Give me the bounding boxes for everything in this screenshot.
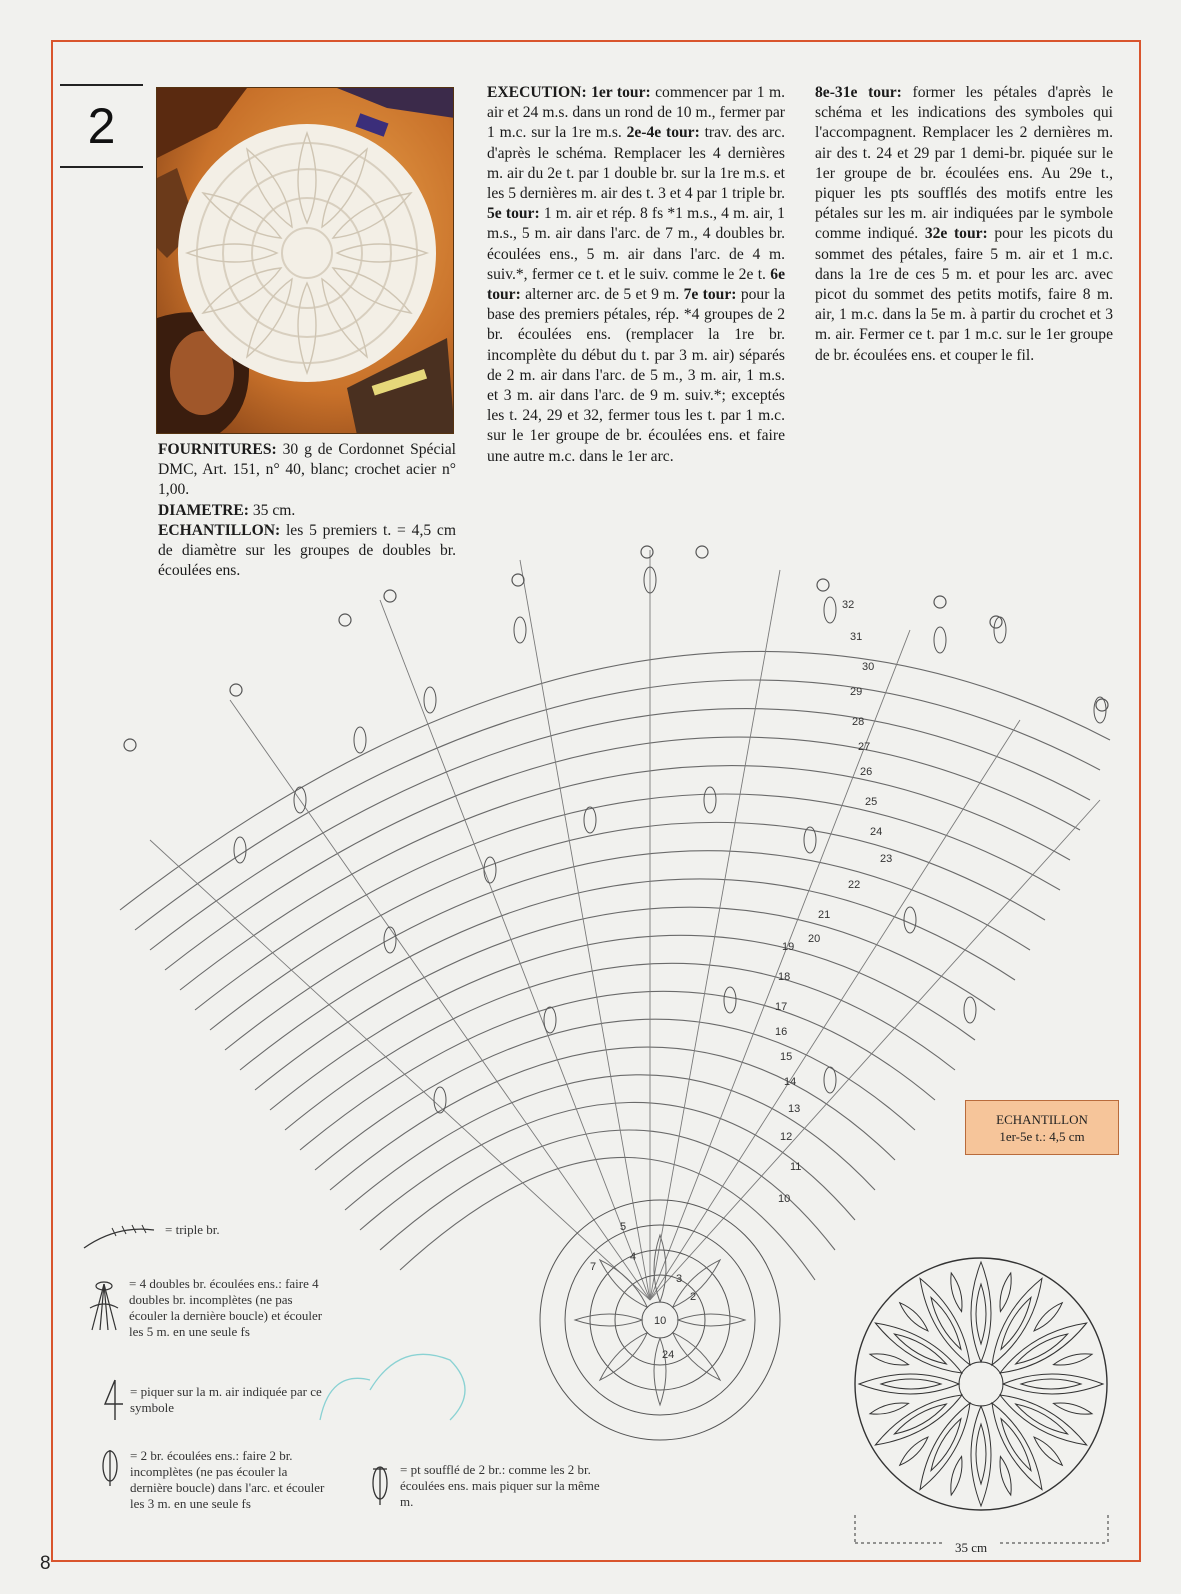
arc-30 [150, 709, 1090, 950]
round-label: 22 [848, 879, 861, 891]
petal-mark [724, 987, 736, 1013]
round-7-label: 7e tour: [683, 286, 737, 304]
echantillon-label: ECHANTILLON: [158, 521, 281, 539]
diametre-label: DIAMETRE: [158, 501, 249, 519]
petal-mark [584, 807, 596, 833]
petal-mark [514, 617, 526, 643]
center-petal [575, 1314, 642, 1326]
doily-photo [156, 87, 454, 434]
arc-14 [400, 1157, 815, 1280]
fournitures-text: 30 g de Cordonnet Spécial DMC, Art. 151, n° 40, blanc; crochet acier n° 1,00. [158, 441, 456, 499]
round-label: 31 [850, 631, 863, 643]
doily-photo-illustration [157, 88, 454, 434]
doily-schematic [850, 1253, 1112, 1515]
legend-cluster-4: = 4 doubles br. écoulées ens.: faire 4 doubles br. incomplètes (ne pas écouler la dernière boucle) et écouler les 5 m. en une seule fs [129, 1276, 323, 1339]
cluster-4-icon [86, 1280, 122, 1336]
pattern-number: 2 [60, 84, 143, 168]
triple-treble-icon [82, 1220, 160, 1252]
round-label: 32 [842, 599, 855, 611]
arc-16 [360, 1102, 855, 1230]
petal-mark [824, 1067, 836, 1093]
arc-19 [315, 1019, 915, 1170]
round-6-text: alterner arc. de 5 et 9 m. [525, 286, 680, 304]
arc-22 [270, 935, 975, 1110]
spoke [380, 600, 650, 1300]
round-1-text: commencer par 1 m. air et 24 m.s. dans un rond de 10 m., fermer par 1 m.c. sur la 1re m.s. [487, 84, 785, 142]
center-label: 4 [630, 1251, 637, 1263]
round-label: 17 [775, 1001, 788, 1013]
petal-mark [544, 1007, 556, 1033]
page-number: 8 [40, 1553, 51, 1574]
fournitures-label: FOURNITURES: [158, 441, 277, 458]
arc-26 [210, 822, 1045, 1030]
round-label: 27 [858, 741, 871, 753]
round-label: 15 [780, 1051, 793, 1063]
echantillon-text: les 5 premiers t. = 4,5 cm de diamètre sur les groupes de doubles br. écoulées ens. [158, 521, 456, 580]
execution-column-1 [487, 83, 785, 467]
sample-box [965, 1100, 1119, 1155]
round-label: 28 [852, 716, 865, 728]
round-label: 30 [862, 661, 875, 673]
picot-mark [696, 546, 708, 558]
round-label: 20 [808, 933, 821, 945]
insert-symbol-icon [103, 1378, 125, 1422]
round-label: 11 [790, 1161, 802, 1173]
arc-23 [255, 907, 995, 1090]
diameter-label: 35 cm [955, 1540, 988, 1555]
center-label: 7 [590, 1261, 597, 1273]
arc-24 [240, 879, 1015, 1070]
round-7-text: pour la base des premiers pétales, rép. *4 groupes de 2 br. écoulées ens. (remplacer la 1re br. incomplète du début du t. par 3 m. air) séparés de 2 m. air dans l'arc. de 5 m., 3 m. air, 1 m.s. et 3 m. air dans l'arc. de 9 m. suiv.*; exceptés les t. 24, 29 et 32, fermer tous les t. par 1 m.c. sur le 1er groupe de br. écoulées ens. et faire une autre m.c. dans le 1er arc. [487, 286, 785, 465]
picot-mark [817, 579, 829, 591]
sample-box-text: 1er-5e t.: 4,5 cm [999, 1129, 1085, 1144]
petal-mark [484, 857, 496, 883]
round-label: 18 [778, 971, 791, 983]
spoke [230, 700, 650, 1300]
round-32-text: pour les picots du sommet des pétales, faire 5 m. air et 1 m.c. dans la 1re de ces 5 m. et pour les arc. avec picot du sommet des petits motifs, faire 8 m. air, 1 m.c. dans la 5e m. à partir du crochet et 3 m. air. Fermer ce t. par 1 m.c. sur le 1er groupe de br. écoulées ens. et couper le fil. [815, 225, 1113, 364]
legend-cluster-2: = 2 br. écoulées ens.: faire 2 br. incomplètes (ne pas écouler la dernière boucle) dans l'arc. et écouler les 3 m. en une seule fs [130, 1448, 325, 1511]
arc-21 [285, 963, 955, 1130]
petal-mark [994, 617, 1006, 643]
petal-mark [424, 687, 436, 713]
center-label: 24 [662, 1349, 675, 1361]
round-label: 14 [784, 1076, 797, 1088]
round-32-label: 32e tour: [924, 225, 988, 243]
petal-mark [964, 997, 976, 1023]
picot-mark [990, 616, 1002, 628]
arc-28 [180, 766, 1070, 990]
center-label: 5 [620, 1221, 627, 1233]
execution-label: EXECUTION: [487, 84, 587, 101]
center-label: 3 [676, 1273, 683, 1285]
round-5-label: 5e tour: [487, 205, 540, 223]
diametre-text: 35 cm. [252, 501, 296, 519]
picot-mark [124, 739, 136, 751]
center-petal [678, 1314, 745, 1326]
round-8-31-text: former les pétales d'après le schéma et les indications des symboles qui l'accompagnent. Remplacer les 2 dernières m. air des t. 24 et 29 par 1 demi-br. piquée sur le 1er groupe de br. écoulées ens. Au 29e t., piquer les pts soufflés des motifs entre les pétales sur les m. air indiquées par le symbole comme indiqué. [815, 84, 1113, 243]
arc-31 [135, 680, 1100, 930]
round-label: 16 [775, 1026, 788, 1038]
round-8-31-label: 8e-31e tour: [815, 84, 902, 101]
petal-mark [904, 907, 916, 933]
round-label: 21 [818, 909, 831, 921]
petal-mark [804, 827, 816, 853]
round-6-label: 6e tour: [487, 265, 785, 304]
center-petal [596, 1256, 652, 1312]
execution-column-2 [815, 83, 1113, 366]
center-label: 10 [654, 1315, 667, 1327]
petal-mark [234, 837, 246, 863]
round-label: 13 [788, 1103, 801, 1115]
round-label: 23 [880, 853, 893, 865]
arc-20 [300, 991, 935, 1150]
petal-mark [354, 727, 366, 753]
arc-29 [165, 737, 1080, 970]
petal-mark [384, 927, 396, 953]
arc-32 [120, 651, 1110, 910]
picot-mark [339, 614, 351, 626]
round-label: 29 [850, 686, 863, 698]
picot-mark [934, 596, 946, 608]
center-petal [668, 1328, 724, 1384]
round-label: 12 [780, 1131, 793, 1143]
picot-mark [512, 574, 524, 586]
ink-mark [370, 1354, 465, 1420]
picot-mark [230, 684, 242, 696]
petal-mark [824, 597, 836, 623]
round-label: 24 [870, 826, 883, 838]
round-label: 10 [778, 1193, 791, 1205]
petal-mark [934, 627, 946, 653]
round-1-label: 1er tour: [591, 84, 651, 101]
petal-mark [704, 787, 716, 813]
round-5-text: 1 m. air et rép. 8 fs *1 m.s., 4 m. air, 1 m.s., 5 m. air dans l'arc. de 7 m., 4 doubles br. écoulées ens., 5 m. air dans l'arc. de 4 m. suiv.*, fermer ce t. et le suiv. comme le 2e t. [487, 205, 785, 283]
legend-triple-treble: = triple br. [165, 1222, 220, 1237]
cluster-2-icon [97, 1448, 123, 1488]
center-petal [596, 1328, 652, 1384]
spoke [650, 800, 1100, 1300]
puff-stitch-icon [367, 1463, 393, 1507]
round-2-4-text: trav. des arc. d'après le schéma. Remplacer les 4 dernières m. air du 2e t. par 1 double br. sur la 1re m.s. et les 5 dernières m. air des t. 3 et 4 par 1 triple br. [487, 124, 786, 203]
petal-mark [434, 1087, 446, 1113]
round-label: 19 [782, 941, 795, 953]
legend-puff-stitch: = pt soufflé de 2 br.: comme les 2 br. écoulées ens. mais piquer sur la même m. [400, 1462, 600, 1509]
arc-17 [345, 1075, 875, 1210]
round-label: 26 [860, 766, 873, 778]
picot-mark [641, 546, 653, 558]
picot-mark [384, 590, 396, 602]
center-label: 2 [690, 1291, 697, 1303]
sample-box-title: ECHANTILLON [996, 1112, 1088, 1127]
round-2-4-label: 2e-4e tour: [626, 124, 700, 142]
legend-insert-symbol: = piquer sur la m. air indiquée par ce symbole [130, 1384, 322, 1415]
picot-mark [1096, 699, 1108, 711]
round-label: 25 [865, 796, 878, 808]
